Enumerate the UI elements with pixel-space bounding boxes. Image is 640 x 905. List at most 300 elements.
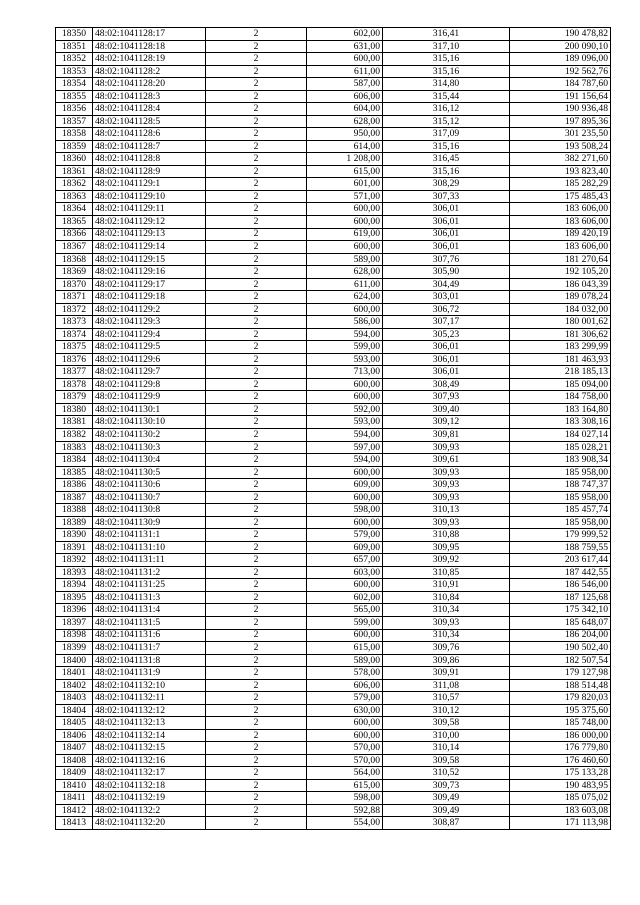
row-number-cell: 18356 (56, 103, 93, 116)
cadastral-number-cell: 48:02:1041130:2 (93, 429, 206, 442)
area-value-cell: 593,00 (307, 416, 383, 429)
area-value-cell: 619,00 (307, 228, 383, 241)
row-number-cell: 18395 (56, 591, 93, 604)
cadastral-value-cell: 175 133,28 (510, 767, 611, 780)
category-code-cell: 2 (206, 115, 307, 128)
row-number-cell: 18354 (56, 78, 93, 91)
category-code-cell: 2 (206, 90, 307, 103)
area-value-cell: 606,00 (307, 679, 383, 692)
table-row (56, 767, 611, 780)
row-number-cell: 18391 (56, 541, 93, 554)
cadastral-value-cell: 185 958,00 (510, 516, 611, 529)
table-row (56, 792, 611, 805)
cadastral-value-cell: 200 090,10 (510, 40, 611, 53)
table-row (56, 328, 611, 341)
rate-value-cell: 310,85 (383, 566, 510, 579)
rate-value-cell: 309,61 (383, 454, 510, 467)
rate-value-cell: 309,40 (383, 403, 510, 416)
area-value-cell: 600,00 (307, 203, 383, 216)
cadastral-value-cell: 203 617,44 (510, 554, 611, 567)
category-code-cell: 2 (206, 140, 307, 153)
rate-value-cell: 309,93 (383, 616, 510, 629)
area-value-cell: 606,00 (307, 90, 383, 103)
area-value-cell: 630,00 (307, 704, 383, 717)
category-code-cell: 2 (206, 153, 307, 166)
table-row (56, 291, 611, 304)
cadastral-value-cell: 171 113,98 (510, 817, 611, 830)
area-value-cell: 614,00 (307, 140, 383, 153)
cadastral-number-cell: 48:02:1041129:4 (93, 328, 206, 341)
cadastral-value-cell: 183 908,34 (510, 454, 611, 467)
area-value-cell: 604,00 (307, 103, 383, 116)
cadastral-value-cell: 192 105,20 (510, 266, 611, 279)
cadastral-value-cell: 179 820,03 (510, 692, 611, 705)
table-row (56, 341, 611, 354)
row-number-cell: 18350 (56, 28, 93, 41)
rate-value-cell: 316,41 (383, 28, 510, 41)
rate-value-cell: 307,93 (383, 391, 510, 404)
cadastral-value-cell: 185 648,07 (510, 616, 611, 629)
cadastral-number-cell: 48:02:1041132:13 (93, 717, 206, 730)
row-number-cell: 18386 (56, 479, 93, 492)
area-value-cell: 1 208,00 (307, 153, 383, 166)
cadastral-value-cell: 192 562,76 (510, 65, 611, 78)
category-code-cell: 2 (206, 604, 307, 617)
table-row (56, 266, 611, 279)
category-code-cell: 2 (206, 378, 307, 391)
rate-value-cell: 310,84 (383, 591, 510, 604)
row-number-cell: 18362 (56, 178, 93, 191)
row-number-cell: 18373 (56, 316, 93, 329)
rate-value-cell: 309,95 (383, 541, 510, 554)
area-value-cell: 600,00 (307, 717, 383, 730)
row-number-cell: 18382 (56, 429, 93, 442)
category-code-cell: 2 (206, 566, 307, 579)
cadastral-value-cell: 193 508,24 (510, 140, 611, 153)
category-code-cell: 2 (206, 178, 307, 191)
table-row (56, 391, 611, 404)
category-code-cell: 2 (206, 642, 307, 655)
table-row (56, 454, 611, 467)
row-number-cell: 18368 (56, 253, 93, 266)
row-number-cell: 18402 (56, 679, 93, 692)
cadastral-number-cell: 48:02:1041130:4 (93, 454, 206, 467)
cadastral-value-cell: 176 460,60 (510, 754, 611, 767)
area-value-cell: 565,00 (307, 604, 383, 617)
category-code-cell: 2 (206, 779, 307, 792)
cadastral-value-table (55, 27, 611, 830)
cadastral-value-cell: 186 546,00 (510, 579, 611, 592)
category-code-cell: 2 (206, 667, 307, 680)
row-number-cell: 18397 (56, 616, 93, 629)
area-value-cell: 615,00 (307, 642, 383, 655)
table-row (56, 804, 611, 817)
category-code-cell: 2 (206, 416, 307, 429)
rate-value-cell: 310,52 (383, 767, 510, 780)
row-number-cell: 18413 (56, 817, 93, 830)
cadastral-number-cell: 48:02:1041129:5 (93, 341, 206, 354)
cadastral-value-cell: 183 606,00 (510, 241, 611, 254)
table-row (56, 667, 611, 680)
cadastral-number-cell: 48:02:1041129:13 (93, 228, 206, 241)
rate-value-cell: 309,73 (383, 779, 510, 792)
cadastral-number-cell: 48:02:1041132:18 (93, 779, 206, 792)
area-value-cell: 615,00 (307, 165, 383, 178)
table-row (56, 278, 611, 291)
area-value-cell: 579,00 (307, 692, 383, 705)
area-value-cell: 628,00 (307, 266, 383, 279)
cadastral-number-cell: 48:02:1041129:9 (93, 391, 206, 404)
row-number-cell: 18403 (56, 692, 93, 705)
category-code-cell: 2 (206, 692, 307, 705)
cadastral-number-cell: 48:02:1041131:3 (93, 591, 206, 604)
category-code-cell: 2 (206, 466, 307, 479)
area-value-cell: 579,00 (307, 529, 383, 542)
table-row (56, 140, 611, 153)
category-code-cell: 2 (206, 28, 307, 41)
cadastral-number-cell: 48:02:1041129:17 (93, 278, 206, 291)
cadastral-number-cell: 48:02:1041131:11 (93, 554, 206, 567)
table-row (56, 591, 611, 604)
cadastral-value-cell: 183 308,16 (510, 416, 611, 429)
table-row (56, 241, 611, 254)
rate-value-cell: 306,01 (383, 241, 510, 254)
cadastral-number-cell: 48:02:1041128:6 (93, 128, 206, 141)
table-row (56, 604, 611, 617)
row-number-cell: 18374 (56, 328, 93, 341)
row-number-cell: 18377 (56, 366, 93, 379)
rate-value-cell: 315,44 (383, 90, 510, 103)
rate-value-cell: 317,09 (383, 128, 510, 141)
cadastral-number-cell: 48:02:1041130:7 (93, 491, 206, 504)
table-row (56, 504, 611, 517)
cadastral-number-cell: 48:02:1041132:10 (93, 679, 206, 692)
cadastral-value-cell: 184 027,14 (510, 429, 611, 442)
cadastral-value-cell: 181 463,93 (510, 353, 611, 366)
cadastral-value-cell: 188 747,37 (510, 479, 611, 492)
rate-value-cell: 309,93 (383, 441, 510, 454)
table-row (56, 429, 611, 442)
category-code-cell: 2 (206, 491, 307, 504)
row-number-cell: 18388 (56, 504, 93, 517)
cadastral-number-cell: 48:02:1041128:5 (93, 115, 206, 128)
rate-value-cell: 306,01 (383, 341, 510, 354)
cadastral-value-cell: 189 078,24 (510, 291, 611, 304)
row-number-cell: 18364 (56, 203, 93, 216)
row-number-cell: 18390 (56, 529, 93, 542)
area-value-cell: 600,00 (307, 491, 383, 504)
rate-value-cell: 308,87 (383, 817, 510, 830)
row-number-cell: 18399 (56, 642, 93, 655)
area-value-cell: 600,00 (307, 303, 383, 316)
category-code-cell: 2 (206, 729, 307, 742)
row-number-cell: 18379 (56, 391, 93, 404)
cadastral-number-cell: 48:02:1041131:6 (93, 629, 206, 642)
row-number-cell: 18381 (56, 416, 93, 429)
cadastral-number-cell: 48:02:1041129:2 (93, 303, 206, 316)
cadastral-number-cell: 48:02:1041129:3 (93, 316, 206, 329)
cadastral-number-cell: 48:02:1041128:7 (93, 140, 206, 153)
area-value-cell: 609,00 (307, 479, 383, 492)
table-row (56, 692, 611, 705)
row-number-cell: 18351 (56, 40, 93, 53)
row-number-cell: 18353 (56, 65, 93, 78)
cadastral-number-cell: 48:02:1041132:12 (93, 704, 206, 717)
row-number-cell: 18400 (56, 654, 93, 667)
row-number-cell: 18371 (56, 291, 93, 304)
row-number-cell: 18380 (56, 403, 93, 416)
area-value-cell: 609,00 (307, 541, 383, 554)
table-row (56, 115, 611, 128)
category-code-cell: 2 (206, 616, 307, 629)
cadastral-number-cell: 48:02:1041128:8 (93, 153, 206, 166)
row-number-cell: 18384 (56, 454, 93, 467)
table-row (56, 190, 611, 203)
cadastral-value-cell: 181 306,62 (510, 328, 611, 341)
cadastral-value-cell: 181 270,64 (510, 253, 611, 266)
table-row (56, 416, 611, 429)
rate-value-cell: 309,49 (383, 792, 510, 805)
cadastral-value-cell: 189 420,19 (510, 228, 611, 241)
rate-value-cell: 310,91 (383, 579, 510, 592)
row-number-cell: 18355 (56, 90, 93, 103)
table-row (56, 316, 611, 329)
cadastral-value-cell: 190 936,48 (510, 103, 611, 116)
row-number-cell: 18405 (56, 717, 93, 730)
rate-value-cell: 306,01 (383, 203, 510, 216)
table-row (56, 128, 611, 141)
table-row (56, 779, 611, 792)
row-number-cell: 18361 (56, 165, 93, 178)
rate-value-cell: 315,12 (383, 115, 510, 128)
cadastral-number-cell: 48:02:1041132:11 (93, 692, 206, 705)
row-number-cell: 18396 (56, 604, 93, 617)
table-row (56, 215, 611, 228)
area-value-cell: 594,00 (307, 429, 383, 442)
rate-value-cell: 316,45 (383, 153, 510, 166)
category-code-cell: 2 (206, 792, 307, 805)
category-code-cell: 2 (206, 228, 307, 241)
cadastral-value-cell: 183 606,00 (510, 203, 611, 216)
category-code-cell: 2 (206, 303, 307, 316)
cadastral-number-cell: 48:02:1041131:25 (93, 579, 206, 592)
area-value-cell: 611,00 (307, 278, 383, 291)
row-number-cell: 18389 (56, 516, 93, 529)
cadastral-value-cell: 186 000,00 (510, 729, 611, 742)
table-row (56, 742, 611, 755)
rate-value-cell: 316,12 (383, 103, 510, 116)
cadastral-number-cell: 48:02:1041130:5 (93, 466, 206, 479)
category-code-cell: 2 (206, 316, 307, 329)
category-code-cell: 2 (206, 516, 307, 529)
cadastral-value-cell: 183 603,08 (510, 804, 611, 817)
rate-value-cell: 315,16 (383, 65, 510, 78)
rate-value-cell: 309,86 (383, 654, 510, 667)
cadastral-number-cell: 48:02:1041129:12 (93, 215, 206, 228)
table-row (56, 303, 611, 316)
table-row (56, 441, 611, 454)
area-value-cell: 592,00 (307, 403, 383, 416)
cadastral-value-cell: 195 375,60 (510, 704, 611, 717)
rate-value-cell: 303,01 (383, 291, 510, 304)
row-number-cell: 18378 (56, 378, 93, 391)
category-code-cell: 2 (206, 629, 307, 642)
cadastral-value-cell: 197 895,36 (510, 115, 611, 128)
cadastral-number-cell: 48:02:1041128:20 (93, 78, 206, 91)
area-value-cell: 713,00 (307, 366, 383, 379)
category-code-cell: 2 (206, 804, 307, 817)
cadastral-value-cell: 180 001,62 (510, 316, 611, 329)
rate-value-cell: 309,49 (383, 804, 510, 817)
cadastral-value-cell: 185 282,29 (510, 178, 611, 191)
cadastral-value-cell: 191 156,64 (510, 90, 611, 103)
row-number-cell: 18359 (56, 140, 93, 153)
cadastral-value-cell: 190 502,40 (510, 642, 611, 655)
rate-value-cell: 307,33 (383, 190, 510, 203)
row-number-cell: 18393 (56, 566, 93, 579)
table-row (56, 754, 611, 767)
cadastral-value-cell: 193 823,40 (510, 165, 611, 178)
category-code-cell: 2 (206, 429, 307, 442)
table-row (56, 403, 611, 416)
rate-value-cell: 310,34 (383, 604, 510, 617)
cadastral-value-cell: 179 999,52 (510, 529, 611, 542)
table-body (56, 28, 611, 830)
category-code-cell: 2 (206, 504, 307, 517)
rate-value-cell: 311,08 (383, 679, 510, 692)
row-number-cell: 18408 (56, 754, 93, 767)
area-value-cell: 603,00 (307, 566, 383, 579)
rate-value-cell: 309,93 (383, 491, 510, 504)
category-code-cell: 2 (206, 328, 307, 341)
rate-value-cell: 306,01 (383, 215, 510, 228)
table-row (56, 228, 611, 241)
rate-value-cell: 310,13 (383, 504, 510, 517)
cadastral-value-cell: 301 235,50 (510, 128, 611, 141)
category-code-cell: 2 (206, 266, 307, 279)
cadastral-value-cell: 175 485,43 (510, 190, 611, 203)
category-code-cell: 2 (206, 40, 307, 53)
rate-value-cell: 309,76 (383, 642, 510, 655)
category-code-cell: 2 (206, 754, 307, 767)
cadastral-value-cell: 190 478,82 (510, 28, 611, 41)
cadastral-value-cell: 187 125,68 (510, 591, 611, 604)
table-row (56, 153, 611, 166)
category-code-cell: 2 (206, 654, 307, 667)
table-row (56, 541, 611, 554)
rate-value-cell: 305,23 (383, 328, 510, 341)
table-row (56, 516, 611, 529)
table-row (56, 165, 611, 178)
table-row (56, 353, 611, 366)
table-row (56, 679, 611, 692)
row-number-cell: 18376 (56, 353, 93, 366)
row-number-cell: 18366 (56, 228, 93, 241)
table-row (56, 65, 611, 78)
category-code-cell: 2 (206, 203, 307, 216)
area-value-cell: 571,00 (307, 190, 383, 203)
row-number-cell: 18365 (56, 215, 93, 228)
cadastral-number-cell: 48:02:1041131:10 (93, 541, 206, 554)
cadastral-number-cell: 48:02:1041131:8 (93, 654, 206, 667)
cadastral-number-cell: 48:02:1041128:4 (93, 103, 206, 116)
cadastral-value-cell: 185 075,02 (510, 792, 611, 805)
rate-value-cell: 304,49 (383, 278, 510, 291)
table-row (56, 78, 611, 91)
category-code-cell: 2 (206, 366, 307, 379)
area-value-cell: 570,00 (307, 742, 383, 755)
area-value-cell: 597,00 (307, 441, 383, 454)
table-row (56, 40, 611, 53)
category-code-cell: 2 (206, 403, 307, 416)
rate-value-cell: 309,12 (383, 416, 510, 429)
cadastral-value-cell: 183 606,00 (510, 215, 611, 228)
table-row (56, 554, 611, 567)
area-value-cell: 615,00 (307, 779, 383, 792)
area-value-cell: 600,00 (307, 516, 383, 529)
cadastral-number-cell: 48:02:1041128:2 (93, 65, 206, 78)
category-code-cell: 2 (206, 128, 307, 141)
rate-value-cell: 309,93 (383, 516, 510, 529)
row-number-cell: 18367 (56, 241, 93, 254)
area-value-cell: 602,00 (307, 591, 383, 604)
category-code-cell: 2 (206, 441, 307, 454)
area-value-cell: 600,00 (307, 241, 383, 254)
area-value-cell: 600,00 (307, 629, 383, 642)
area-value-cell: 598,00 (307, 504, 383, 517)
cadastral-number-cell: 48:02:1041130:3 (93, 441, 206, 454)
cadastral-number-cell: 48:02:1041131:9 (93, 667, 206, 680)
category-code-cell: 2 (206, 591, 307, 604)
cadastral-value-cell: 218 185,13 (510, 366, 611, 379)
table-row (56, 817, 611, 830)
table-row (56, 704, 611, 717)
table-row (56, 529, 611, 542)
category-code-cell: 2 (206, 554, 307, 567)
category-code-cell: 2 (206, 391, 307, 404)
rate-value-cell: 310,00 (383, 729, 510, 742)
cadastral-number-cell: 48:02:1041132:19 (93, 792, 206, 805)
row-number-cell: 18404 (56, 704, 93, 717)
cadastral-value-cell: 186 043,39 (510, 278, 611, 291)
cadastral-number-cell: 48:02:1041129:18 (93, 291, 206, 304)
area-value-cell: 593,00 (307, 353, 383, 366)
cadastral-number-cell: 48:02:1041128:3 (93, 90, 206, 103)
table-row (56, 579, 611, 592)
area-value-cell: 586,00 (307, 316, 383, 329)
rate-value-cell: 306,01 (383, 353, 510, 366)
cadastral-value-cell: 179 127,98 (510, 667, 611, 680)
row-number-cell: 18363 (56, 190, 93, 203)
rate-value-cell: 308,49 (383, 378, 510, 391)
cadastral-number-cell: 48:02:1041132:17 (93, 767, 206, 780)
cadastral-value-cell: 185 958,00 (510, 466, 611, 479)
cadastral-number-cell: 48:02:1041132:14 (93, 729, 206, 742)
category-code-cell: 2 (206, 241, 307, 254)
cadastral-number-cell: 48:02:1041132:2 (93, 804, 206, 817)
cadastral-number-cell: 48:02:1041129:14 (93, 241, 206, 254)
cadastral-number-cell: 48:02:1041131:4 (93, 604, 206, 617)
rate-value-cell: 307,76 (383, 253, 510, 266)
cadastral-value-cell: 184 758,00 (510, 391, 611, 404)
cadastral-number-cell: 48:02:1041129:1 (93, 178, 206, 191)
cadastral-number-cell: 48:02:1041131:1 (93, 529, 206, 542)
row-number-cell: 18392 (56, 554, 93, 567)
cadastral-value-cell: 183 299,99 (510, 341, 611, 354)
rate-value-cell: 309,93 (383, 479, 510, 492)
row-number-cell: 18407 (56, 742, 93, 755)
cadastral-value-cell: 186 204,00 (510, 629, 611, 642)
